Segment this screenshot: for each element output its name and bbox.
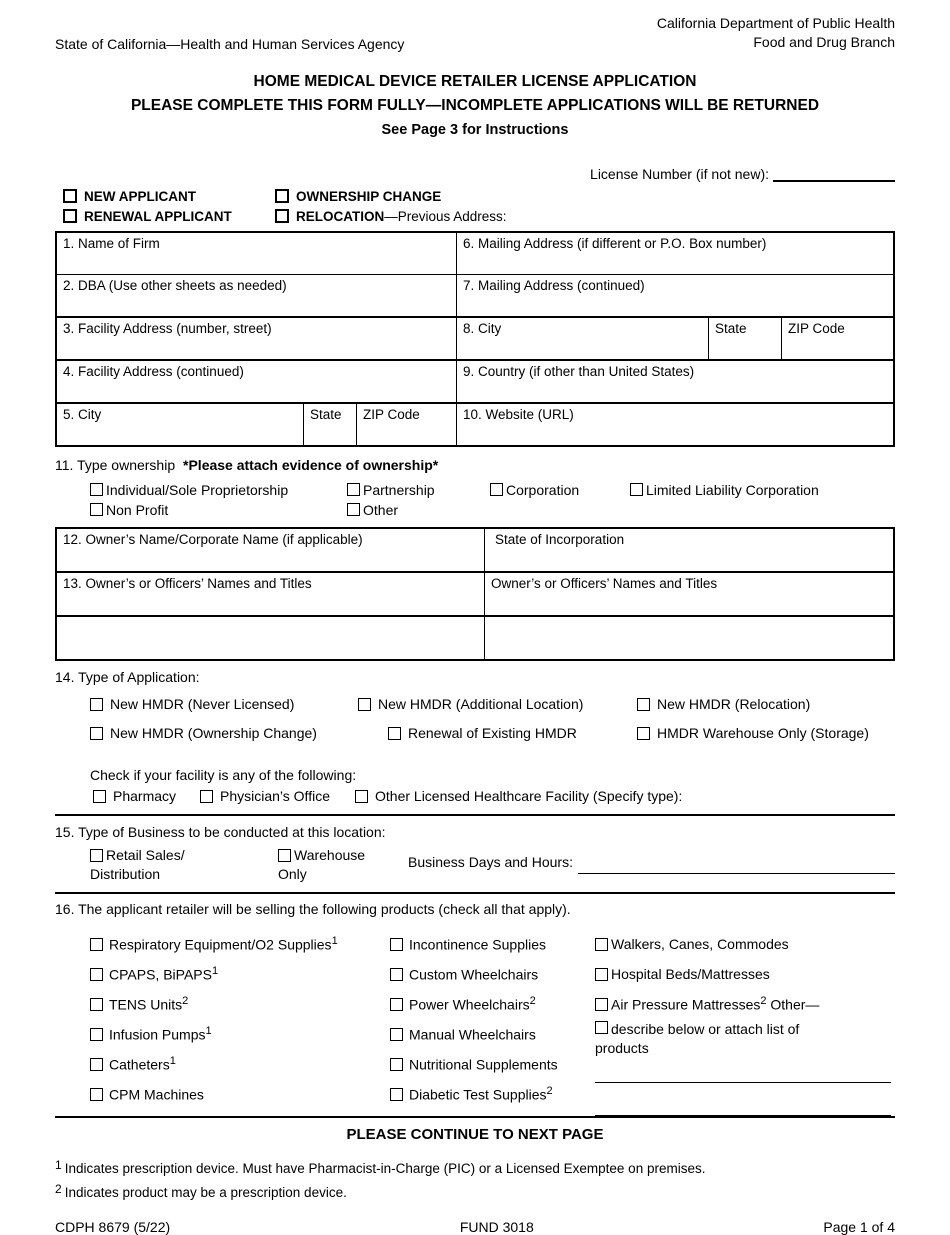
power-wheelchairs-checkbox[interactable]: [390, 998, 403, 1011]
relocation-label: RELOCATION—Previous Address:: [296, 208, 507, 224]
other-ownership-label: Other: [363, 501, 399, 518]
respiratory-equipment-checkbox[interactable]: [90, 938, 103, 951]
facility-address-continued-cell[interactable]: 4. Facility Address (continued): [57, 361, 457, 402]
new-applicant-checkbox[interactable]: [63, 189, 77, 203]
manual-wheelchairs-label: Manual Wheelchairs: [409, 1026, 536, 1043]
nutritional-supplements-checkbox[interactable]: [390, 1058, 403, 1071]
name-of-firm-cell[interactable]: 1. Name of Firm: [57, 233, 457, 274]
products-heading: 16. The applicant retailer will be selling the following products (check all that apply).: [55, 901, 571, 917]
corporation-label: Corporation: [506, 481, 580, 498]
country-cell[interactable]: 9. Country (if other than United States): [463, 364, 695, 379]
hospital-beds-mattresses-label: Hospital Beds/Mattresses: [611, 966, 770, 982]
hmdr-warehouse-only-checkbox[interactable]: [637, 727, 650, 740]
officers-names-left-cell[interactable]: 13. Owner’s or Officers’ Names and Titles: [57, 573, 485, 615]
limited-liability-corporation-label: Limited Liability Corporation: [646, 481, 819, 498]
state-of-incorporation-cell[interactable]: State of Incorporation: [495, 532, 625, 547]
cpm-machines-label: CPM Machines: [109, 1086, 204, 1103]
new-hmdr-additional-location-checkbox[interactable]: [358, 698, 371, 711]
license-number-field[interactable]: [773, 164, 895, 182]
business-type-heading: 15. Type of Business to be conducted at this location:: [55, 824, 386, 840]
nutritional-supplements-label: Nutritional Supplements: [409, 1056, 558, 1073]
power-wheelchairs-label: Power Wheelchairs$^2$: [409, 995, 536, 1013]
new-hmdr-never-licensed-label: New HMDR (Never Licensed): [110, 696, 295, 712]
walkers-canes-commodes-label: Walkers, Canes, Commodes: [611, 936, 789, 952]
mailing-address-cell[interactable]: 6. Mailing Address (if different or P.O. Box number): [463, 236, 767, 251]
applicant-type-group: [55, 186, 895, 226]
footnote-1: $^1$ Indicates prescription device. Must have Pharmacist-in-Charge (PIC) or a Licensed Exemptee on premises.: [55, 1158, 706, 1176]
tens-units-label: TENS Units$^2$: [109, 995, 189, 1013]
other-products-field-2[interactable]: [595, 1083, 891, 1116]
catheters-label: Catheters$^1$: [109, 1055, 176, 1073]
other-products-checkbox[interactable]: [595, 1021, 608, 1034]
mailing-city-cell[interactable]: 8. City: [457, 318, 709, 359]
air-pressure-mattresses-label: Air Pressure Mattresses$^2$ Other—: [611, 995, 820, 1013]
application-type-heading: 14. Type of Application:: [55, 669, 200, 685]
form-subtitle: PLEASE COMPLETE THIS FORM FULLY—INCOMPLETE APPLICATIONS WILL BE RETURNED: [130, 97, 820, 114]
instructions-note: See Page 3 for Instructions: [381, 122, 569, 138]
products-column-1: [90, 929, 390, 1116]
catheters-checkbox[interactable]: [90, 1058, 103, 1071]
warehouse-only-label-line1: Warehouse: [294, 847, 366, 863]
non-profit-label: Non Profit: [106, 501, 169, 518]
owner-name-cell[interactable]: 12. Owner’s Name/Corporate Name (if applicable): [57, 529, 485, 571]
ownership-type-section: [55, 447, 895, 527]
facility-state-cell[interactable]: State: [304, 404, 357, 445]
products-section: [55, 894, 895, 1118]
infusion-pumps-checkbox[interactable]: [90, 1028, 103, 1041]
products-column-3: [595, 929, 895, 1116]
footnotes: [55, 1155, 895, 1203]
non-profit-checkbox[interactable]: [90, 503, 103, 516]
facility-zip-cell[interactable]: ZIP Code: [357, 404, 457, 445]
new-hmdr-ownership-change-checkbox[interactable]: [90, 727, 103, 740]
facility-city-cell[interactable]: 5. City: [57, 404, 304, 445]
owner-table: [55, 527, 895, 661]
business-type-section: [55, 816, 895, 894]
walkers-canes-commodes-checkbox[interactable]: [595, 938, 608, 951]
retail-sales-label-line1: Retail Sales/: [106, 847, 185, 863]
license-number-row: [55, 156, 895, 182]
incontinence-supplies-label: Incontinence Supplies: [409, 936, 546, 953]
facility-check-heading: Check if your facility is any of the following:: [90, 767, 357, 783]
new-hmdr-additional-location-label: New HMDR (Additional Location): [378, 696, 584, 712]
pharmacy-label: Pharmacy: [113, 788, 177, 804]
custom-wheelchairs-label: Custom Wheelchairs: [409, 966, 539, 983]
hmdr-warehouse-only-label: HMDR Warehouse Only (Storage): [657, 725, 869, 741]
ownership-change-checkbox[interactable]: [275, 189, 289, 203]
tens-units-checkbox[interactable]: [90, 998, 103, 1011]
ownership-evidence-note: *Please attach evidence of ownership*: [183, 457, 439, 473]
agency-name: State of California—Health and Human Services Agency: [55, 36, 405, 52]
respiratory-equipment-label: Respiratory Equipment/O2 Supplies$^1$: [109, 935, 338, 953]
other-ownership-checkbox[interactable]: [347, 503, 360, 516]
mailing-address-continued-cell[interactable]: 7. Mailing Address (continued): [463, 278, 645, 293]
mailing-state-cell[interactable]: State: [709, 318, 782, 359]
cpm-machines-checkbox[interactable]: [90, 1088, 103, 1101]
form-title: HOME MEDICAL DEVICE RETAILER LICENSE APPLICATION: [253, 73, 697, 90]
diabetic-test-supplies-checkbox[interactable]: [390, 1088, 403, 1101]
renewal-applicant-label: RENEWAL APPLICANT: [84, 208, 232, 224]
physicians-office-label: Physician’s Office: [220, 788, 330, 804]
address-table: [55, 231, 895, 447]
facility-address-cell[interactable]: 3. Facility Address (number, street): [57, 318, 457, 359]
new-hmdr-relocation-checkbox[interactable]: [637, 698, 650, 711]
individual-sole-proprietorship-checkbox[interactable]: [90, 483, 103, 496]
products-column-2: [390, 929, 595, 1116]
new-hmdr-ownership-change-label: New HMDR (Ownership Change): [110, 725, 317, 741]
manual-wheelchairs-checkbox[interactable]: [390, 1028, 403, 1041]
partnership-label: Partnership: [363, 481, 435, 498]
other-products-field-1[interactable]: [595, 1059, 891, 1083]
hospital-beds-mattresses-checkbox[interactable]: [595, 968, 608, 981]
new-hmdr-never-licensed-checkbox[interactable]: [90, 698, 103, 711]
incontinence-supplies-checkbox[interactable]: [390, 938, 403, 951]
renewal-existing-hmdr-checkbox[interactable]: [388, 727, 401, 740]
page-number: Page 1 of 4: [823, 1219, 895, 1235]
custom-wheelchairs-checkbox[interactable]: [390, 968, 403, 981]
continue-notice: PLEASE CONTINUE TO NEXT PAGE: [346, 1126, 604, 1143]
business-hours-field[interactable]: [578, 854, 895, 874]
form-number: CDPH 8679 (5/22): [55, 1219, 171, 1235]
air-pressure-mattresses-checkbox[interactable]: [595, 998, 608, 1011]
footnote-2: $^2$ Indicates product may be a prescription device.: [55, 1182, 347, 1200]
retail-sales-distribution-checkbox[interactable]: [90, 849, 103, 862]
relocation-checkbox[interactable]: [275, 209, 289, 223]
relocation-previous-address-label: —Previous Address:: [384, 208, 507, 224]
retail-sales-label-line2: Distribution: [90, 866, 161, 882]
license-number-label: License Number (if not new):: [590, 166, 769, 182]
diabetic-test-supplies-label: Diabetic Test Supplies$^2$: [409, 1085, 553, 1103]
other-products-label-line1: describe below or attach list of: [611, 1021, 800, 1037]
cpaps-bipaps-checkbox[interactable]: [90, 968, 103, 981]
new-hmdr-relocation-label: New HMDR (Relocation): [657, 696, 811, 712]
infusion-pumps-label: Infusion Pumps$^1$: [109, 1025, 212, 1043]
limited-liability-corporation-checkbox[interactable]: [630, 483, 643, 496]
ownership-change-label: OWNERSHIP CHANGE: [296, 188, 442, 204]
partnership-checkbox[interactable]: [347, 483, 360, 496]
new-applicant-label: NEW APPLICANT: [84, 188, 196, 204]
form-title-block: [55, 70, 895, 142]
website-cell[interactable]: 10. Website (URL): [463, 407, 574, 422]
page-footer: [55, 1219, 895, 1235]
business-hours-label: Business Days and Hours:: [408, 854, 573, 870]
pharmacy-checkbox[interactable]: [93, 790, 106, 803]
warehouse-only-checkbox[interactable]: [278, 849, 291, 862]
other-products-label-line2: products: [595, 1040, 649, 1056]
officers-names-left-blank-cell[interactable]: [57, 617, 485, 659]
officers-names-right-blank-cell[interactable]: [485, 617, 893, 659]
page-header: [55, 0, 895, 52]
warehouse-only-label-line2: Only: [278, 866, 307, 882]
physicians-office-checkbox[interactable]: [200, 790, 213, 803]
branch-name: Food and Drug Branch: [753, 34, 895, 50]
application-type-section: [55, 661, 895, 816]
renewal-applicant-checkbox[interactable]: [63, 209, 77, 223]
department-name: California Department of Public Health: [656, 15, 895, 31]
other-licensed-healthcare-facility-label: Other Licensed Healthcare Facility (Specify type):: [375, 788, 683, 804]
dba-cell[interactable]: 2. DBA (Use other sheets as needed): [57, 275, 457, 316]
mailing-zip-cell[interactable]: ZIP Code: [788, 321, 845, 336]
other-licensed-healthcare-facility-checkbox[interactable]: [355, 790, 368, 803]
officers-names-right-cell[interactable]: Owner’s or Officers’ Names and Titles: [491, 576, 718, 591]
corporation-checkbox[interactable]: [490, 483, 503, 496]
individual-sole-proprietorship-label: Individual/Sole Proprietorship: [106, 481, 289, 498]
ownership-heading: 11. Type ownership *Please attach evidence of ownership*: [55, 457, 439, 473]
fund-number: FUND 3018: [459, 1219, 534, 1235]
renewal-existing-hmdr-label: Renewal of Existing HMDR: [408, 725, 577, 741]
cpaps-bipaps-label: CPAPS, BiPAPS$^1$: [109, 965, 219, 983]
